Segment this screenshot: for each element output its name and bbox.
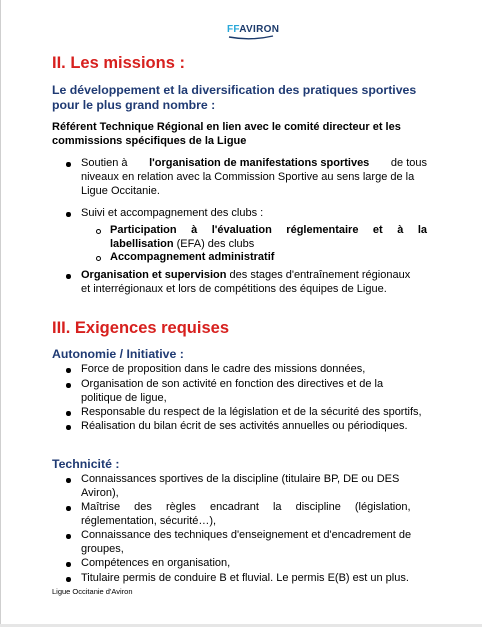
- list-item: Connaissance des techniques d'enseignement et d'encadrement de: [81, 529, 412, 541]
- bullet-icon: [66, 425, 71, 430]
- list-item: Force de proposition dans le cadre des missions données,: [81, 363, 366, 375]
- list-item: Réalisation du bilan écrit de ses activités annuelles ou périodiques.: [81, 420, 408, 432]
- page-edge: [0, 0, 1, 627]
- list-item: Titulaire permis de conduire B et fluvial. Le permis E(B) est un plus.: [81, 572, 409, 584]
- list-item: groupes,: [81, 543, 124, 555]
- autonomie-title: Autonomie / Initiative :: [52, 347, 184, 361]
- mission-bullet-1: Soutien à l'organisation de manifestations sportives de tous niveaux en relation avec la Commission Sportive au sens large de la Ligue Occitanie.: [81, 157, 427, 197]
- bullet-icon: [66, 478, 71, 483]
- mission-bullet-3: Organisation et supervision des stages d'entraînement régionaux et interrégionaux et lors de compétitions des équipes de Ligue.: [81, 269, 411, 295]
- list-item: Compétences en organisation,: [81, 557, 231, 569]
- bullet-icon: [66, 562, 71, 567]
- bullet-icon: [66, 162, 71, 167]
- exigences-heading: III. Exigences requises: [52, 319, 230, 337]
- ffaviron-logo: FFAVIRON: [227, 21, 275, 41]
- bullet-icon: [66, 534, 71, 539]
- list-item: Connaissances sportives de la discipline (titulaire BP, DE ou DES: [81, 473, 400, 485]
- page-footer: Ligue Occitanie d'Aviron: [52, 587, 133, 596]
- missions-subheading: Le développement et la diversification des pratiques sportives pour le plus grand nombre :: [52, 83, 417, 112]
- list-item: Responsable du respect de la législation et de la sécurité des sportifs,: [81, 406, 422, 418]
- bullet-icon: [66, 274, 71, 279]
- logo-swoosh-icon: [227, 21, 275, 41]
- list-item: Aviron),: [81, 487, 119, 499]
- sub-bullet-icon: [96, 229, 101, 234]
- mission-sub-bullet-1: Participation à l'évaluation réglementaire et à la labellisation (EFA) des clubs: [110, 224, 427, 250]
- list-item: politique de ligue,: [81, 392, 167, 404]
- bullet-icon: [66, 411, 71, 416]
- mission-bullet-2: Suivi et accompagnement des clubs :: [81, 207, 264, 219]
- bullet-icon: [66, 383, 71, 388]
- bullet-icon: [66, 577, 71, 582]
- bullet-icon: [66, 506, 71, 511]
- missions-heading: II. Les missions :: [52, 54, 185, 72]
- mission-sub-bullet-2: Accompagnement administratif: [110, 251, 275, 263]
- bullet-icon: [66, 368, 71, 373]
- bullet-icon: [66, 212, 71, 217]
- referent-paragraph: Référent Technique Régional en lien avec le comité directeur et les commissions spécifiques de la Ligue: [52, 121, 401, 147]
- list-item: réglementation, sécurité…),: [81, 515, 217, 527]
- sub-bullet-icon: [96, 256, 101, 261]
- list-item: Organisation de son activité en fonction des directives et de la: [81, 378, 384, 390]
- list-item: Maîtrise des règles encadrant la discipline (législation,: [81, 501, 411, 513]
- technicite-title: Technicité :: [52, 457, 120, 471]
